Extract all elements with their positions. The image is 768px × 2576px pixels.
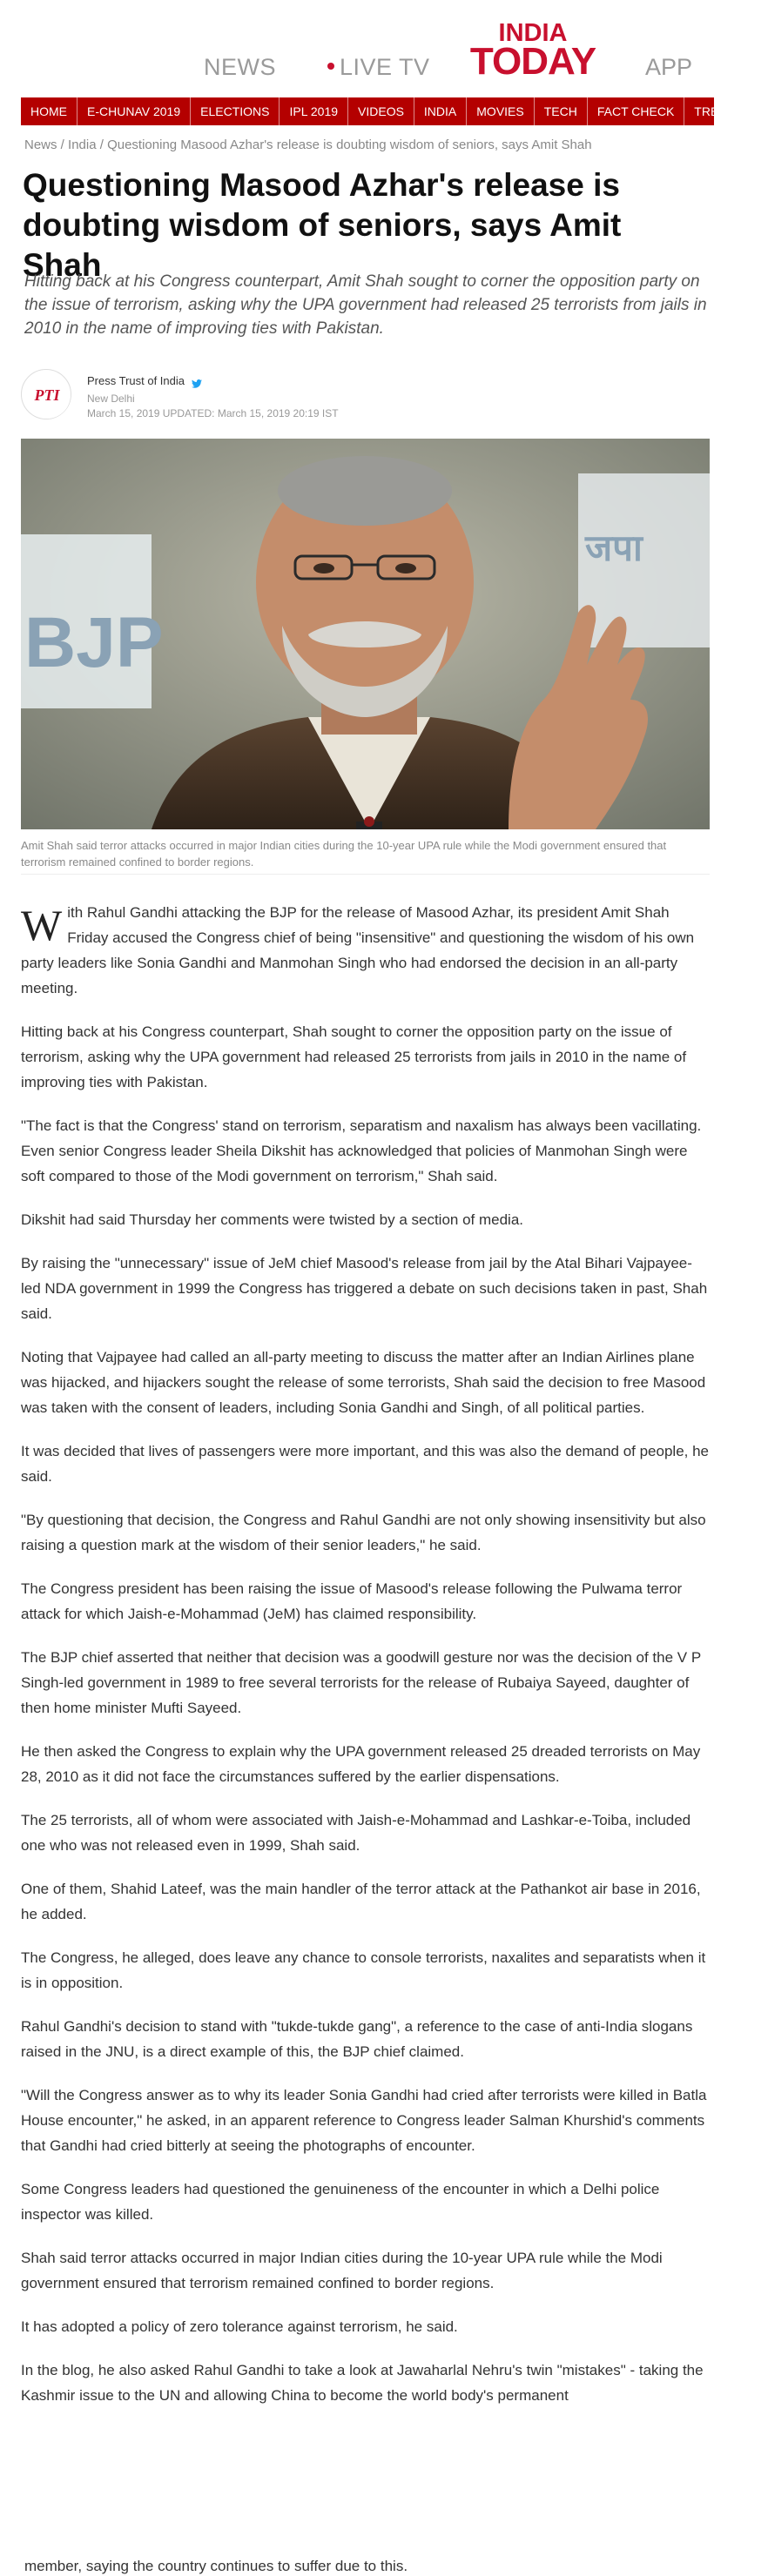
nav-item-home[interactable]: HOME [21,97,77,125]
article-paragraph: "Will the Congress answer as to why its leader Sonia Gandhi had cried after terrorists were killed in Batla House encounter," he asked, in an apparent reference to Congress leader Salman Khurshid's comments that Gandhi had cried bitterly at seeing the photographs of encounter. [21,2087,707,2154]
main-nav [21,97,758,125]
article-paragraph: Dikshit had said Thursday her comments were twisted by a section of media. [21,1211,524,1228]
nav-item-movies[interactable]: MOVIES [467,97,534,125]
article-paragraph: Shah said terror attacks occurred in major Indian cities during the 10-year UPA rule while the Modi government ensured that terrorism remained confined to border regions. [21,2250,663,2291]
logo-line-1: INDIA [498,19,568,47]
image-caption: Amit Shah said terror attacks occurred in major Indian cities during the 10-year UPA rule while the Modi government ensured that terrorism remained confined to border regions. [21,839,667,869]
avatar-text: PTI [34,386,60,404]
article-paragraph: It was decided that lives of passengers were more important, and this was also the demand of people, he said. [21,1443,710,1485]
india-today-logo[interactable] [467,21,599,81]
article-body [21,900,711,2426]
article-paragraph: "By questioning that decision, the Congress and Rahul Gandhi are not only showing insensitivity but also raising a question mark at the wisdom of their senior leaders," he said. [21,1512,706,1553]
article-location: New Delhi [87,392,135,405]
logo-line-2: TODAY [469,40,596,83]
nav-item-tech[interactable]: TECH [535,97,588,125]
drop-cap: W [21,901,63,949]
twitter-icon[interactable] [192,378,202,386]
article-paragraph [21,900,711,1001]
news-link[interactable]: NEWS [204,54,276,80]
breadcrumb-separator: / [96,138,108,152]
nav-item-e-chunav[interactable]: E-CHUNAV 2019 [77,97,191,125]
nav-item-videos[interactable]: VIDEOS [348,97,414,125]
breadcrumb-current: Questioning Masood Azhar's release is doubting wisdom of seniors, says Amit Shah [107,138,592,152]
article-paragraph: Some Congress leaders had questioned the genuineness of the encounter in which a Delhi police inspector was killed. [21,2181,660,2223]
page-title: Questioning Masood Azhar's release is doubting wisdom of seniors, says Amit Shah [23,167,622,283]
article-paragraph: The Congress president has been raising the issue of Masood's release following the Pulwama terror attack for which Jaish-e-Mohammad (JeM) has claimed responsibility. [21,1580,683,1622]
byline [21,364,456,425]
nav-item-trending[interactable]: TRENDING [684,97,768,125]
hero-banner-text-right: जपा [585,527,643,569]
paragraph-text: ith Rahul Gandhi attacking the BJP for the release of Masood Azhar, its president Amit Shah Friday accused the Congress chief of being "insensitive" and questioning the wisdom of his own party leaders like Sonia Gandhi and Manmohan Singh who had endorsed the decision in an all-party meeting. [21,904,695,996]
article-paragraph: He then asked the Congress to explain why the UPA government released 25 dreaded terrorists on May 28, 2010 as it did not face the circumstances suffered by the earlier dispensations. [21,1743,701,1785]
breadcrumb-separator: / [57,138,69,152]
hero-image [21,439,710,829]
divider [21,874,710,875]
article-paragraph: In the blog, he also asked Rahul Gandhi to take a look at Jawaharlal Nehru's twin "mistakes" - taking the Kashmir issue to the UN and allowing China to become the world body's permanent [21,2362,704,2404]
live-dot-icon [327,63,334,70]
breadcrumb-india[interactable]: India [68,138,97,152]
app-link[interactable]: APP [645,54,693,80]
author-name[interactable]: Press Trust of India [87,374,185,387]
article-summary: Hitting back at his Congress counterpart, Amit Shah sought to corner the opposition party on the issue of terrorism, asking why the UPA government had released 25 terrorists from jails in 2010 in the name of improving ties with Pakistan. [24,272,707,338]
article-paragraph: One of them, Shahid Lateef, was the main handler of the terror attack at the Pathankot air base in 2016, he added. [21,1881,701,1922]
author-name-row [87,374,202,387]
article-paragraph: It has adopted a policy of zero tolerance against terrorism, he said. [21,2318,458,2335]
live-tv-label: LIVE TV [340,54,430,80]
article-paragraph: Noting that Vajpayee had called an all-party meeting to discuss the matter after an Indian Airlines plane was hijacked, and hijackers sought the release of some terrorists, Shah said the decision to free Masood was taken with the consent of leaders, including Sonia Gandhi and Singh, of all political parties. [21,1349,706,1416]
site-header [0,0,751,91]
nav-item-ipl[interactable]: IPL 2019 [280,97,348,125]
article-paragraph: "The fact is that the Congress' stand on terrorism, separatism and naxalism has always been vacillating. Even senior Congress leader Sheila Dikshit has acknowledged that policies of Manmohan Singh were soft compared to those of the Modi government on terrorism," Shah said. [21,1117,702,1184]
article-paragraph: Hitting back at his Congress counterpart, Shah sought to corner the opposition party on the issue of terrorism, asking why the UPA government had released 25 terrorists from jails in 2010 in the name of improving ties with Pakistan. [21,1023,687,1090]
article-paragraph: The 25 terrorists, all of whom were associated with Jaish-e-Mohammad and Lashkar-e-Toiba, included one who was not released even in 1999, Shah said. [21,1812,691,1854]
breadcrumb-news[interactable]: News [24,138,57,152]
breadcrumb [24,138,592,152]
live-tv-link[interactable] [327,54,430,81]
nav-item-elections[interactable]: ELECTIONS [191,97,280,125]
article-paragraph: By raising the "unnecessary" issue of JeM chief Masood's release from jail by the Atal Bihari Vajpayee-led NDA government in 1999 the Congress has triggered a debate on such decisions taken in past, Shah said. [21,1255,708,1322]
article-paragraph: Rahul Gandhi's decision to stand with "tukde-tukde gang", a reference to the case of anti-India slogans raised in the JNU, is a direct example of this, the BJP chief claimed. [21,2018,693,2060]
article-paragraph: The BJP chief asserted that neither that decision was a goodwill gesture nor was the decision of the V P Singh-led government in 1989 to free several terrorists for the release of Rubaiya Sayeed, daughter of then home minister Mufti Sayeed. [21,1649,701,1716]
article-paragraph: The Congress, he alleged, does leave any chance to console terrorists, naxalites and separatists when it is in opposition. [21,1949,706,1991]
nav-item-india[interactable]: INDIA [414,97,467,125]
article-paragraph-continued: member, saying the country continues to suffer due to this. [24,2558,408,2574]
article-dates: March 15, 2019 UPDATED: March 15, 2019 20:19 IST [87,407,339,419]
nav-item-fact-check[interactable]: FACT CHECK [588,97,684,125]
author-avatar[interactable] [21,369,71,419]
hero-banner-text: BJP [24,603,164,682]
